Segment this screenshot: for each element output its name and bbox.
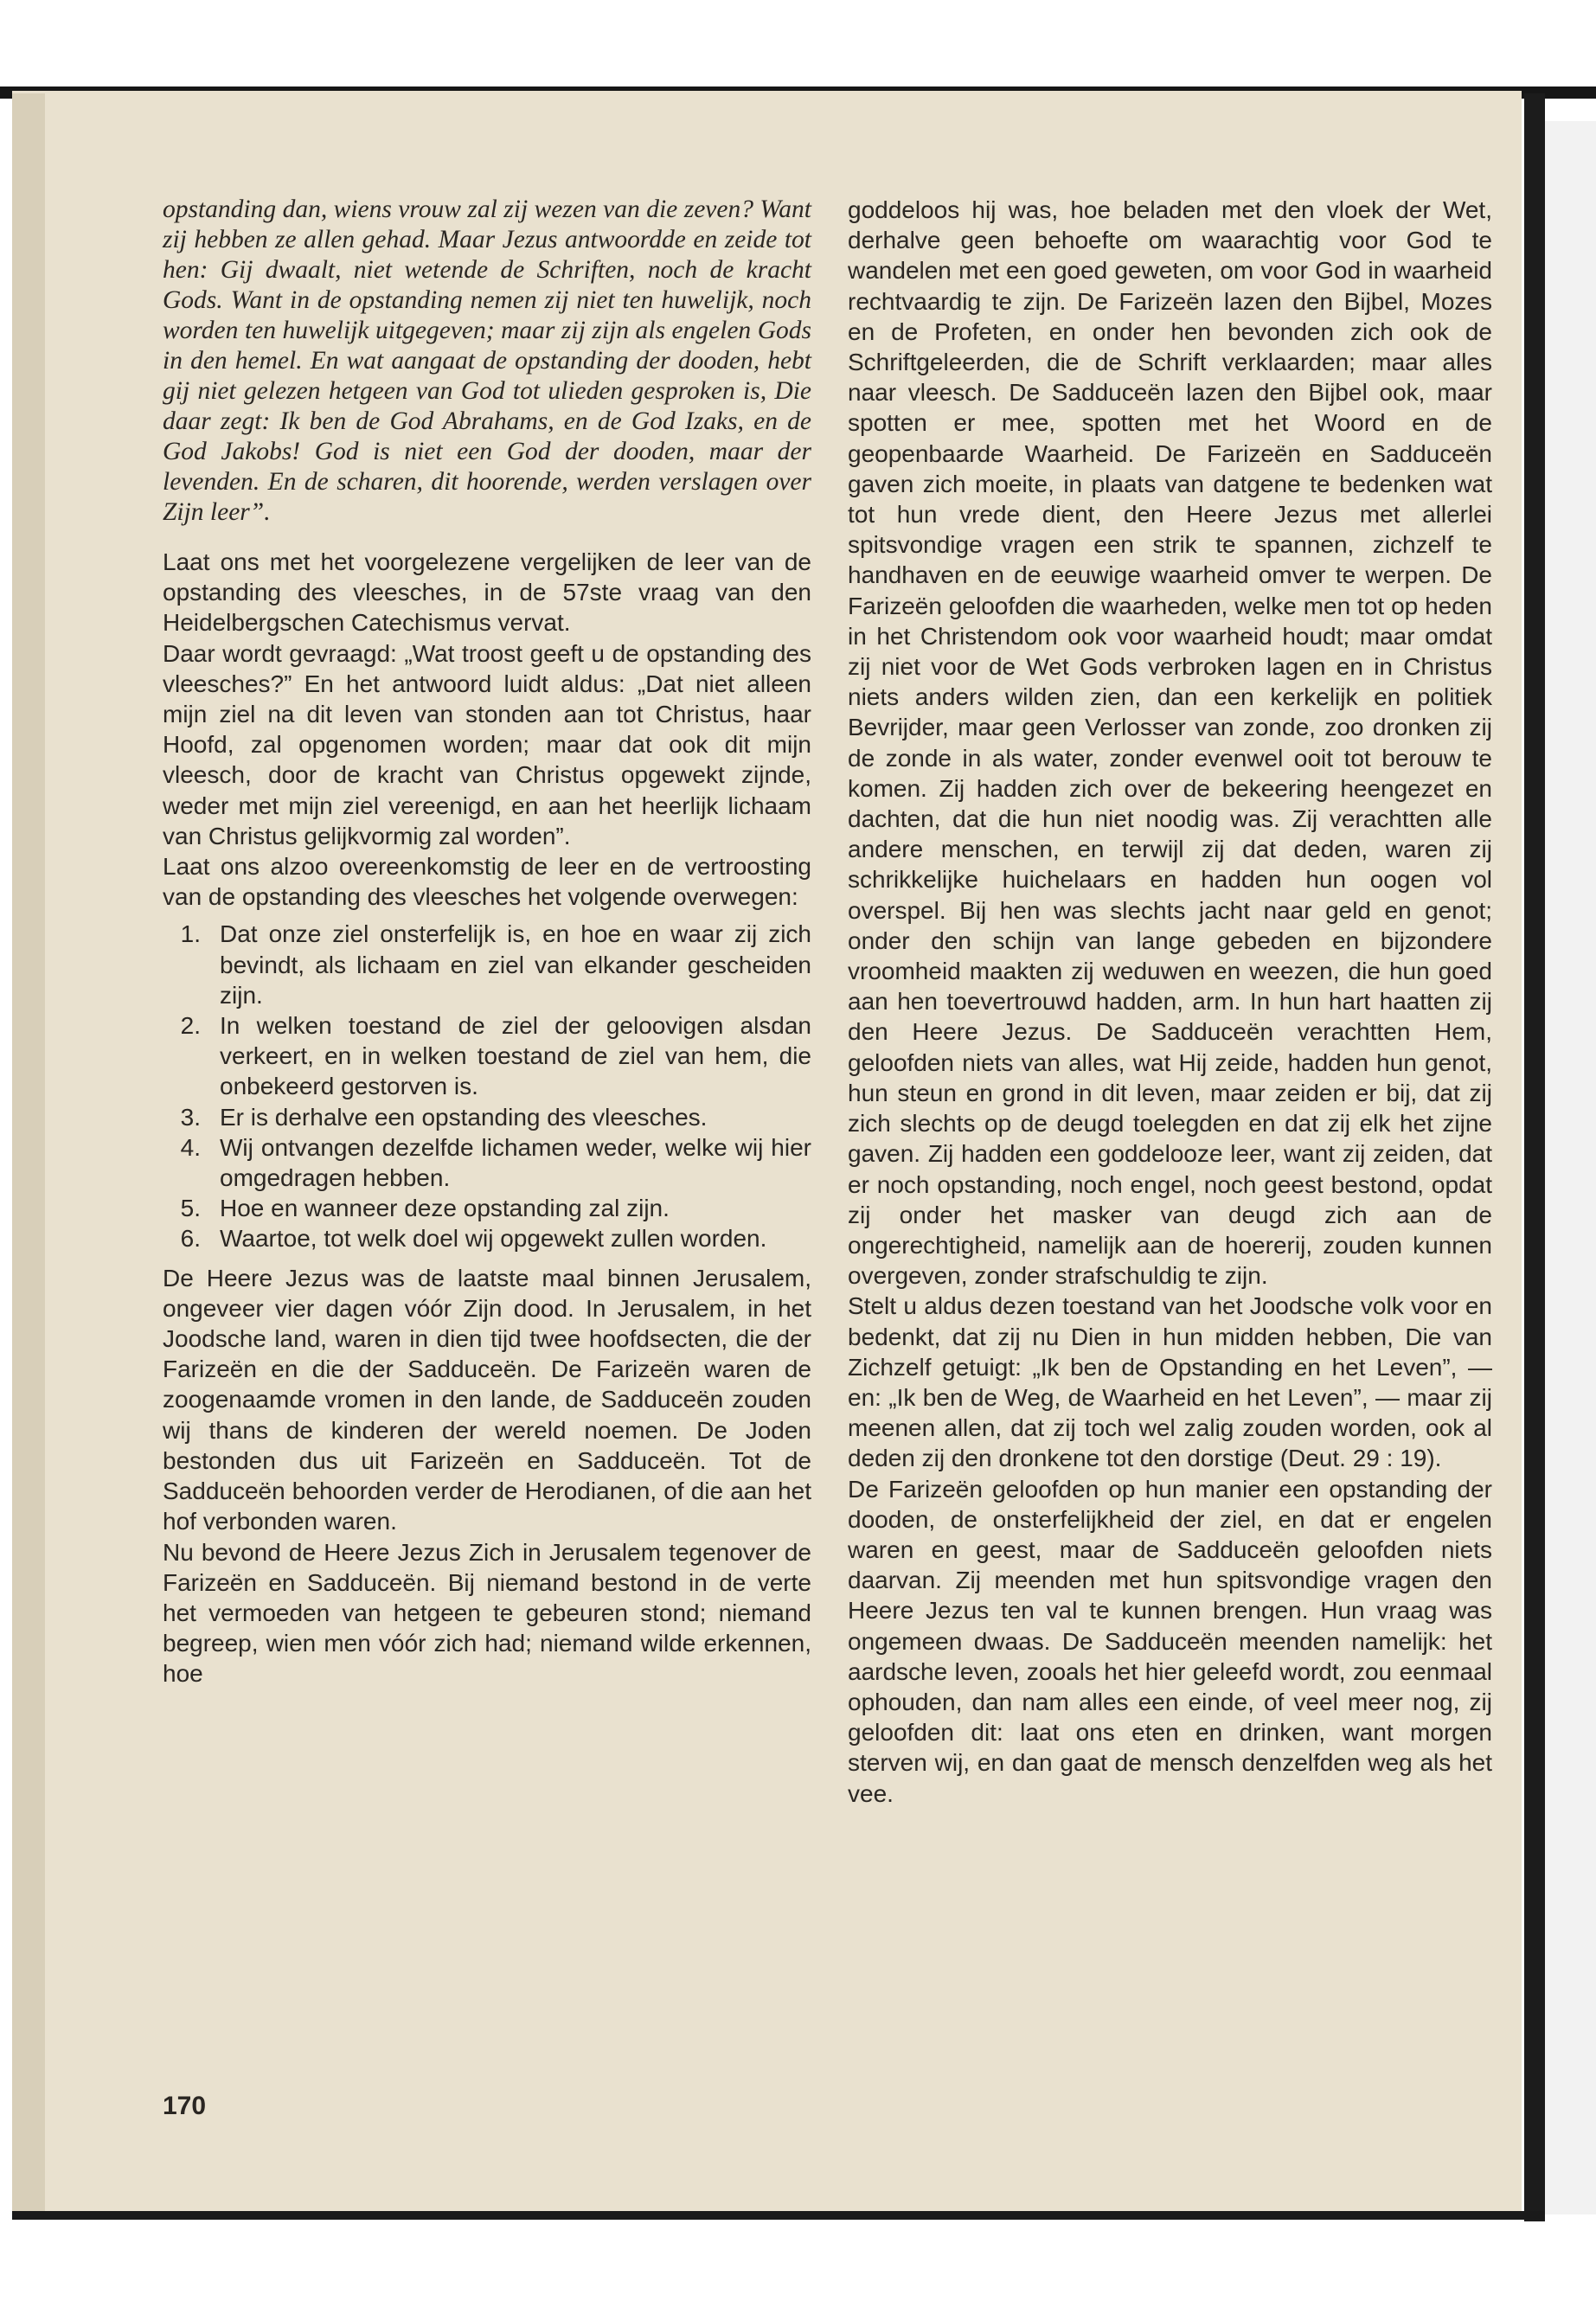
scan-bottom-edge — [12, 2211, 1545, 2220]
paragraph-stelt: Stelt u aldus dezen toestand van het Joodsche volk voor en bedenkt, dat zij nu Dien in hun midden hebben, Die van Zichzelf getuigt: „Ik ben de Opstanding en het Leven”, — en: „Ik ben de Weg, de Waarheid en het Leven”, — maar zij meenen allen, dat zij toch wel zalig zouden worden, ook al deden zij den dronkene tot den dorstige (Deut. 29 : 19). — [848, 1292, 1492, 1472]
scripture-quote: opstanding dan, wiens vrouw zal zij wezen van die zeven? Want zij hebben ze allen gehad. Maar Jezus antwoordde en zeide tot hen: Gij dwaalt, niet wetende de Schriften, noch de kracht Gods. Want in de opstanding nemen zij niet ten huwelijk, noch worden ten huwelijk uitgegeven; maar zij zijn als engelen Gods in den hemel. En wat aangaat de opstanding der dooden, hebt gij niet gelezen hetgeen van God tot ulieden gesproken is, Die daar zegt: Ik ben de God Abrahams, en de God Izaks, en de God Jakobs! God is niet een God der dooden, maar der levenden. En de scharen, dit hoorende, werden verslagen over Zijn leer”. — [163, 195, 811, 526]
list-item — [163, 919, 811, 1010]
list-item — [163, 1102, 811, 1132]
list-item-number: 6. — [180, 1225, 201, 1253]
right-column — [848, 195, 1492, 1809]
list-item — [163, 1010, 811, 1102]
list-item-number: 2. — [180, 1012, 201, 1040]
paragraph-intro: Laat ons alzoo overeenkomstig de leer en de vertroosting van de opstanding des vleesches het volgende overwegen: — [163, 853, 811, 911]
list-item-text: In welken toestand de ziel der geloovigen alsdan verkeert, en in welken toestand de ziel van hem, die onbekeerd gestorven is. — [220, 1012, 811, 1100]
left-column — [163, 195, 811, 1689]
paragraph-catechism: Laat ons met het voorgelezene vergelijken de leer van de opstanding des vleesches, in de 57ste vraag van den Heidelbergschen Catechismus vervat. — [163, 548, 811, 637]
list-item-text: Dat onze ziel onsterfelijk is, en hoe en waar zij zich bevindt, als lichaam en ziel van elkander gescheiden zijn. — [220, 920, 811, 1009]
paragraph-farizeen: De Farizeën geloofden op hun manier een opstanding der dooden, de onsterfelijkheid der ziel, en dat er engelen waren en geest, maar de Sadduceën geloofden niets daarvan. Zij meenden met hun spitsvondige vragen den Heere Jezus ten val te kunnen brengen. Hun vraag was ongemeen dwaas. De Sadduceën meenden namelijk: het aardsche leven, zooals het hier geleefd wordt, zou eenmaal ophouden, dan nam alles een einde, of veel meer nog, zij geloofden dit: laat ons eten en drinken, want morgen sterven wij, en dan gaat de mensch denzelfden weg als het vee. — [848, 1475, 1492, 1807]
page-number: 170 — [163, 2092, 207, 2120]
list-item — [163, 1223, 811, 1253]
list-item-text: Waartoe, tot welk doel wij opgewekt zullen worden. — [220, 1225, 767, 1253]
list-item-number: 1. — [180, 920, 201, 948]
page-gutter-shade — [12, 93, 45, 2211]
paragraph-goddeloos: goddeloos hij was, hoe beladen met den vloek der Wet, derhalve geen behoefte om waarachtig voor God te wandelen met een goed geweten, om voor God in waarheid rechtvaardig te zijn. De Farizeën lazen den Bijbel, Mozes en de Profeten, en onder hen bevonden zich ook de Schriftgeleerden, die de Schrift verklaarden; maar alles naar vleesch. De Sadduceën lazen den Bijbel ook, maar spotten er mee, spotten met het Woord en de geopenbaarde Waarheid. De Farizeën en Sadduceën gaven zich moeite, in plaats van datgene te bedenken wat tot hun vrede dient, den Heere Jezus met allerlei spitsvondige vragen een strik te spannen, zichzelf te handhaven en de eeuwige waarheid omver te werpen. De Farizeën geloofden die waarheden, welke men tot op heden in het Christendom ook voor waarheid houdt; maar omdat zij niet voor de Wet Gods verbroken lagen en in Christus niets anders wilden zien, dan een kerkelijk en politiek Bevrijder, maar geen Verlosser van zonde, zoo dronken zij de zonde in als water, zonder evenwel ooit tot berouw te komen. Zij hadden zich over de bekeering heengezet en dachten, dat die hun niet noodig was. Zij verachtten alle andere menschen, en terwijl zij dat deden, waren zij schrikkelijke huichelaars en hadden hun oogen vol overspel. Bij hen was slechts jacht naar geld en genot; onder den schijn van lange gebeden en bijzondere vroomheid maakten zij weduwen en weezen, die hun goed aan hen toevertrouwd hadden, arm. In hun hart haatten zij den Heere Jezus. De Sadduceën verachtten Hem, geloofden niets van alles, wat Hij zeide, hadden hun genot, hun steun en grond in dit leven, maar zeiden er bij, dat zij zich slechts op de deugd toelegden en dat zij elk het zijne gaven. Zij hadden een goddelooze leer, want zij zeiden, dat er noch opstanding, noch engel, noch geest bestond, opdat zij onder het masker van deugd zich aan de ongerechtigheid, namelijk aan de hoererij, zouden kunnen overgeven, zonder strafschuldig te zijn. — [848, 196, 1492, 1290]
list-item — [163, 1193, 811, 1223]
list-item-number: 4. — [180, 1133, 201, 1161]
list-item-number: 5. — [180, 1195, 201, 1222]
scan-right-edge — [1524, 93, 1545, 2221]
list-item-text: Er is derhalve een opstanding des vleesches. — [220, 1103, 708, 1131]
points-list — [163, 919, 811, 1253]
list-item-text: Wij ontvangen dezelfde lichamen weder, welke wij hier omgedragen hebben. — [220, 1133, 811, 1192]
scan-right-margin — [1545, 121, 1596, 2214]
list-item-number: 3. — [180, 1103, 201, 1131]
paragraph-jerusalem: De Heere Jezus was de laatste maal binnen Jerusalem, ongeveer vier dagen vóór Zijn dood. In Jerusalem, in het Joodsche land, waren in dien tijd twee hoofdsecten, die der Farizeën en die der Sadduceën. De Farizeën waren de zoogenaamde vromen in den lande, de Sadduceën zouden wij thans de kinderen der wereld noemen. De Joden bestonden dus uit Farizeën en Sadduceën. Tot de Sadduceën behoorden verder de Herodianen, of die aan het hof verbonden waren. — [163, 1264, 811, 1535]
paragraph-question: Daar wordt gevraagd: „Wat troost geeft u de opstanding des vleesches?” En het antwoord luidt aldus: „Dat niet alleen mijn ziel na dit leven van stonden aan tot Christus, haar Hoofd, zal opgenomen worden; maar dat ook dit mijn vleesch, door de kracht van Christus opgewekt zijnde, weder met mijn ziel vereenigd, en aan het heerlijk lichaam van Christus gelijkvormig zal worden”. — [163, 639, 811, 849]
paragraph-nu-bevond: Nu bevond de Heere Jezus Zich in Jerusalem tegenover de Farizeën en Sadduceën. Bij niemand bestond in de verte het vermoeden van hetgeen te gebeuren stond; niemand begreep, wien men vóór zich had; niemand wilde erkennen, hoe — [163, 1538, 811, 1688]
list-item — [163, 1132, 811, 1193]
list-item-text: Hoe en wanneer deze opstanding zal zijn. — [220, 1195, 670, 1222]
